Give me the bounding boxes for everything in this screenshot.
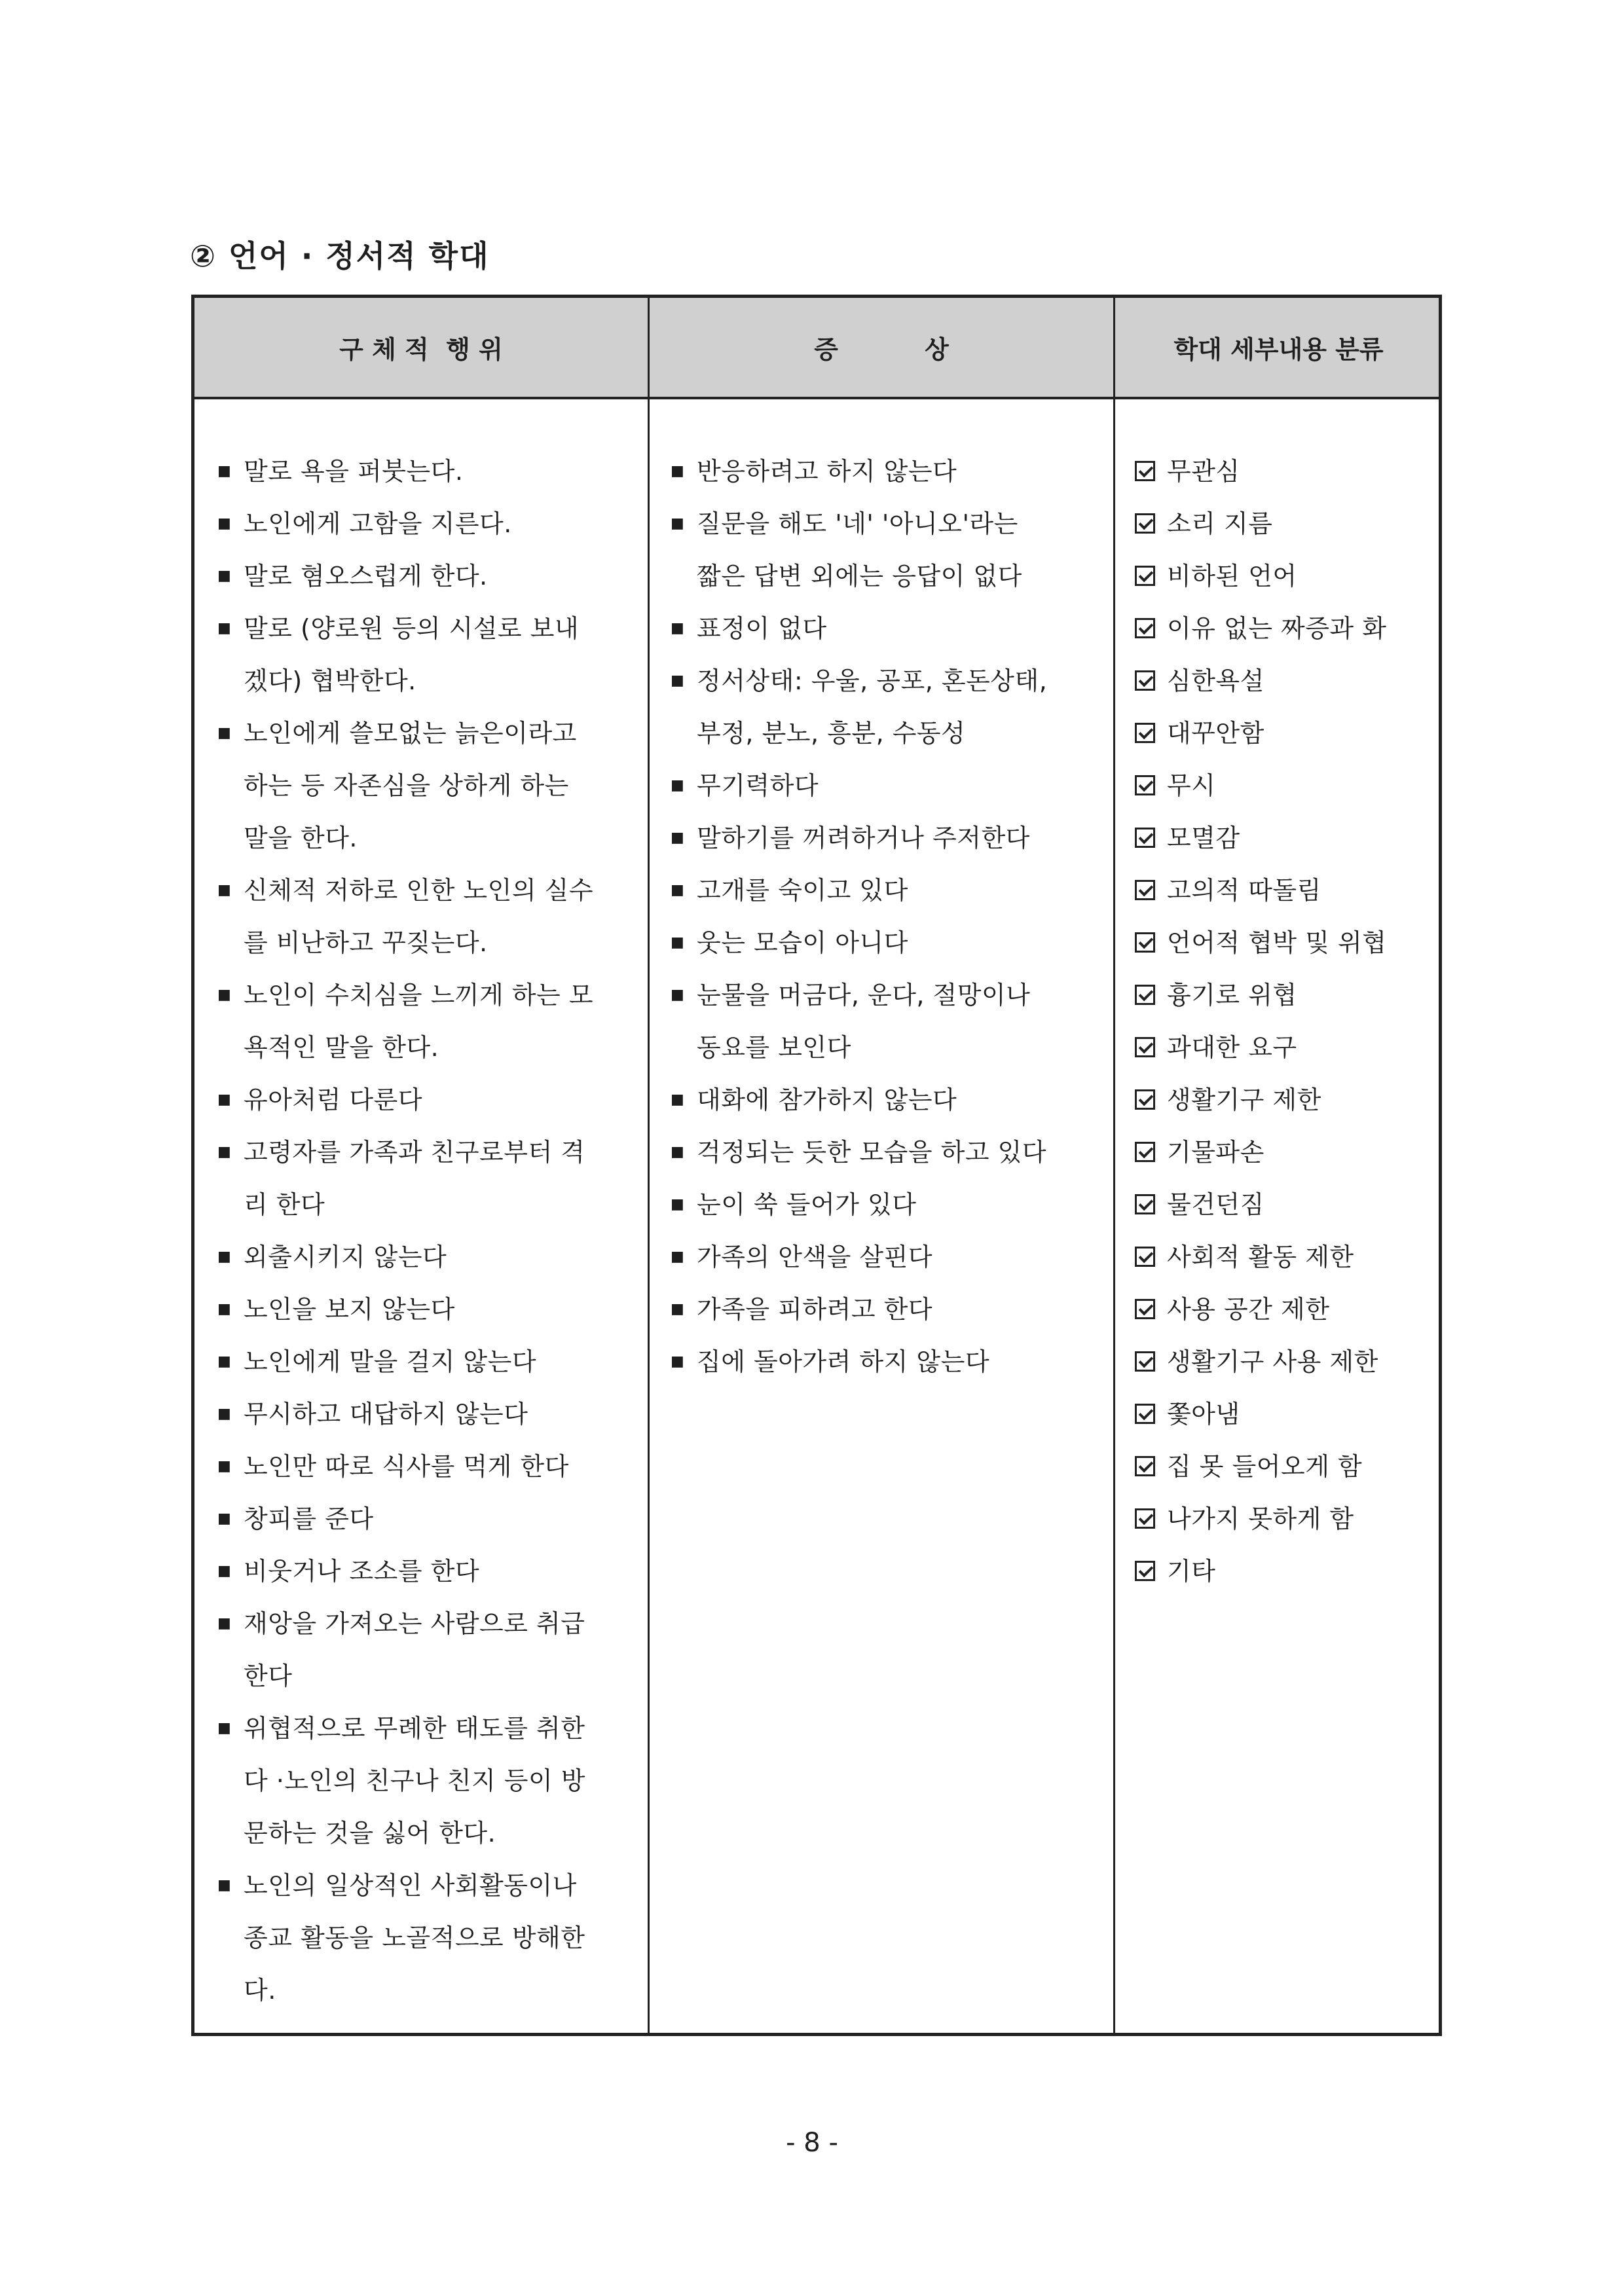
- bullet-icon: ■: [217, 1719, 232, 1736]
- checked-box-icon: [1135, 1089, 1155, 1110]
- category-item: [1132, 1388, 1433, 1440]
- symptom-item-text: 집에 돌아가려 하지 않는다: [697, 1347, 990, 1376]
- symptom-item-text: 말하기를 꺼려하거나 주저한다: [697, 824, 1030, 852]
- category-item: [1132, 445, 1433, 498]
- category-text: 생활기구 사용 제한: [1167, 1347, 1378, 1376]
- checked-box-icon: [1135, 775, 1155, 795]
- behavior-item: [217, 1440, 637, 1493]
- category-text: 생활기구 제한: [1167, 1085, 1321, 1114]
- table-header: [194, 298, 1439, 399]
- behavior-item: [217, 1178, 637, 1231]
- bullet-icon: ■: [671, 986, 685, 1003]
- bullet-icon: ■: [217, 724, 232, 741]
- behavior-item-text: 유아처럼 다룬다: [244, 1085, 423, 1114]
- bullet-icon: ■: [671, 1195, 685, 1212]
- category-item: [1132, 1440, 1433, 1493]
- symptom-item-text: 웃는 모습이 아니다: [697, 928, 908, 957]
- category-text: 대꾸안함: [1167, 719, 1264, 748]
- bullet-icon: ■: [217, 515, 232, 532]
- bullet-icon: ■: [671, 881, 685, 898]
- behavior-item-text: 노인을 보지 않는다: [244, 1295, 455, 1324]
- checked-box-icon: [1135, 566, 1155, 586]
- bullet-icon: ■: [217, 1143, 232, 1160]
- behavior-item: [217, 1597, 637, 1650]
- symptom-item: [671, 1178, 1103, 1231]
- behavior-item: [217, 1336, 637, 1388]
- category-item: [1132, 969, 1433, 1021]
- behavior-item: [217, 1964, 637, 2016]
- bullet-icon: ■: [671, 619, 685, 636]
- category-text: 고의적 따돌림: [1167, 876, 1321, 905]
- symptom-item-text: 짧은 답변 외에는 응답이 없다: [697, 562, 1022, 591]
- abuse-table: [191, 295, 1442, 2036]
- category-item: [1132, 1126, 1433, 1178]
- bullet-icon: ■: [671, 462, 685, 479]
- bullet-icon: ■: [671, 1248, 685, 1265]
- category-text: 언어적 협박 및 위협: [1167, 928, 1387, 957]
- behavior-item: [217, 602, 637, 655]
- behavior-item: [217, 864, 637, 917]
- category-item: [1132, 550, 1433, 602]
- category-text: 비하된 언어: [1167, 562, 1297, 591]
- category-text: 무시: [1167, 771, 1216, 800]
- bullet-icon: ■: [217, 1510, 232, 1527]
- bullet-icon: ■: [671, 672, 685, 689]
- behavior-item-text: 말로 (양로원 등의 시설로 보내: [244, 614, 580, 643]
- category-item: [1132, 1545, 1433, 1597]
- category-text: 쫓아냄: [1167, 1400, 1240, 1429]
- checked-box-icon: [1135, 828, 1155, 848]
- category-text: 이유 없는 짜증과 화: [1167, 614, 1387, 643]
- behavior-item-text: 욕적인 말을 한다.: [244, 1033, 439, 1062]
- behavior-item-text: 비웃거나 조소를 한다: [244, 1557, 480, 1586]
- bullet-icon: ■: [217, 1300, 232, 1317]
- bullet-icon: ■: [671, 829, 685, 846]
- symptom-item-text: 대화에 참가하지 않는다: [697, 1085, 957, 1114]
- category-text: 물건던짐: [1167, 1190, 1264, 1219]
- bullet-icon: ■: [671, 515, 685, 532]
- category-item: [1132, 917, 1433, 969]
- symptom-item: [671, 498, 1103, 550]
- symptom-item: [671, 445, 1103, 498]
- behavior-item: [217, 1545, 637, 1597]
- category-item: [1132, 707, 1433, 759]
- bullet-icon: ■: [671, 1300, 685, 1317]
- category-item: [1132, 812, 1433, 864]
- symptom-item-text: 질문을 해도 '네' '아니오'라는: [697, 509, 1018, 538]
- category-text: 모멸감: [1167, 824, 1240, 852]
- bullet-icon: ■: [217, 1876, 232, 1893]
- behavior-item: [217, 1493, 637, 1545]
- symptom-item: [671, 655, 1103, 707]
- checked-box-icon: [1135, 1194, 1155, 1214]
- checked-box-icon: [1135, 1404, 1155, 1424]
- behavior-item: [217, 550, 637, 602]
- symptom-item-text: 눈물을 머금다, 운다, 절망이나: [697, 981, 1031, 1010]
- behavior-item: [217, 1807, 637, 1859]
- checked-box-icon: [1135, 513, 1155, 534]
- category-item: [1132, 1021, 1433, 1074]
- column-divider: [1113, 298, 1115, 2033]
- behavior-item: [217, 1231, 637, 1283]
- behavior-item: [217, 498, 637, 550]
- symptom-item-text: 고개를 숙이고 있다: [697, 876, 908, 905]
- behavior-item: [217, 917, 637, 969]
- behavior-item-text: 종교 활동을 노골적으로 방해한: [244, 1923, 585, 1952]
- behavior-item-text: 무시하고 대답하지 않는다: [244, 1400, 528, 1429]
- behavior-item-text: 노인에게 쓸모없는 늙은이라고: [244, 719, 577, 748]
- checked-box-icon: [1135, 880, 1155, 900]
- category-item: [1132, 602, 1433, 655]
- behavior-item: [217, 1021, 637, 1074]
- symptom-item-text: 걱정되는 듯한 모습을 하고 있다: [697, 1138, 1047, 1167]
- bullet-icon: ■: [671, 1353, 685, 1370]
- behavior-item-text: 말로 혐오스럽게 한다.: [244, 562, 488, 591]
- symptom-item: [671, 1231, 1103, 1283]
- bullet-icon: ■: [217, 1353, 232, 1370]
- behavior-item: [217, 1912, 637, 1964]
- symptom-item: [671, 759, 1103, 812]
- checked-box-icon: [1135, 1561, 1155, 1581]
- behavior-item: [217, 1859, 637, 1912]
- behavior-item-text: 창피를 준다: [244, 1504, 374, 1533]
- behavior-item-text: 위협적으로 무례한 태도를 취한: [244, 1714, 585, 1743]
- behavior-item: [217, 655, 637, 707]
- bullet-icon: ■: [671, 934, 685, 951]
- symptom-item-text: 동요를 보인다: [697, 1033, 851, 1062]
- behavior-item: [217, 812, 637, 864]
- category-text: 기타: [1167, 1557, 1216, 1586]
- symptom-item: [671, 917, 1103, 969]
- behavior-item-text: 하는 등 자존심을 상하게 하는: [244, 771, 569, 800]
- symptom-item: [671, 1283, 1103, 1336]
- bullet-icon: ■: [671, 1091, 685, 1108]
- behavior-item: [217, 1650, 637, 1702]
- symptom-item: [671, 602, 1103, 655]
- behavior-item-text: 를 비난하고 꾸짖는다.: [244, 928, 488, 957]
- symptom-item-text: 가족을 피하려고 한다: [697, 1295, 933, 1324]
- behavior-item: [217, 445, 637, 498]
- symptom-item: [671, 550, 1103, 602]
- symptom-item: [671, 1021, 1103, 1074]
- category-item: [1132, 864, 1433, 917]
- category-item: [1132, 1283, 1433, 1336]
- header-symptom: 증 상: [814, 335, 949, 364]
- checked-box-icon: [1135, 1508, 1155, 1529]
- symptom-item: [671, 1074, 1103, 1126]
- bullet-icon: ■: [217, 881, 232, 898]
- checked-box-icon: [1135, 1142, 1155, 1162]
- categories-column: [1132, 445, 1433, 1597]
- behavior-item: [217, 759, 637, 812]
- category-text: 기물파손: [1167, 1138, 1264, 1167]
- behavior-item-text: 신체적 저하로 인한 노인의 실수: [244, 876, 594, 905]
- category-text: 흉기로 위협: [1167, 981, 1297, 1010]
- symptom-item-text: 무기력하다: [697, 771, 819, 800]
- category-item: [1132, 759, 1433, 812]
- bullet-icon: ■: [217, 1562, 232, 1579]
- symptom-item: [671, 1126, 1103, 1178]
- category-item: [1132, 655, 1433, 707]
- bullet-icon: ■: [217, 986, 232, 1003]
- header-category: 학대 세부내용 분류: [1173, 335, 1384, 364]
- symptom-item: [671, 707, 1103, 759]
- category-item: [1132, 1231, 1433, 1283]
- behavior-item-text: 문하는 것을 싫어 한다.: [244, 1819, 496, 1848]
- behavior-item-text: 다 ·노인의 친구나 친지 등이 방: [244, 1766, 585, 1795]
- bullet-icon: ■: [217, 1614, 232, 1631]
- category-text: 무관심: [1167, 457, 1240, 486]
- checked-box-icon: [1135, 1299, 1155, 1319]
- checked-box-icon: [1135, 461, 1155, 481]
- checked-box-icon: [1135, 723, 1155, 743]
- symptom-item: [671, 864, 1103, 917]
- symptom-item-text: 반응하려고 하지 않는다: [697, 457, 957, 486]
- behavior-item-text: 재앙을 가져오는 사람으로 취급: [244, 1609, 585, 1638]
- symptom-item-text: 눈이 쑥 들어가 있다: [697, 1190, 917, 1219]
- symptom-item: [671, 812, 1103, 864]
- behavior-item: [217, 969, 637, 1021]
- behavior-item: [217, 1702, 637, 1755]
- bullet-icon: ■: [217, 567, 232, 584]
- behavior-item-text: 고령자를 가족과 친구로부터 격: [244, 1138, 585, 1167]
- symptom-item-text: 가족의 안색을 살핀다: [697, 1243, 933, 1271]
- behavior-item-text: 한다: [244, 1662, 293, 1690]
- checked-box-icon: [1135, 1247, 1155, 1267]
- bullet-icon: ■: [217, 1091, 232, 1108]
- behavior-item-text: 노인의 일상적인 사회활동이나: [244, 1871, 577, 1900]
- checked-box-icon: [1135, 1037, 1155, 1057]
- behavior-item-text: 노인만 따로 식사를 먹게 한다: [244, 1452, 569, 1481]
- category-item: [1132, 1493, 1433, 1545]
- behavior-item-text: 다.: [244, 1976, 276, 2005]
- page-number: - 8 -: [786, 2128, 838, 2158]
- bullet-icon: ■: [217, 1248, 232, 1265]
- category-text: 나가지 못하게 함: [1167, 1504, 1354, 1533]
- bullet-icon: ■: [671, 776, 685, 793]
- behaviors-column: [217, 445, 637, 2016]
- behavior-item: [217, 1126, 637, 1178]
- symptom-item: [671, 969, 1103, 1021]
- behavior-item: [217, 1074, 637, 1126]
- symptom-item-text: 부정, 분노, 흥분, 수동성: [697, 719, 966, 748]
- category-item: [1132, 1178, 1433, 1231]
- checked-box-icon: [1135, 1456, 1155, 1476]
- checked-box-icon: [1135, 670, 1155, 691]
- bullet-icon: ■: [217, 462, 232, 479]
- behavior-item-text: 리 한다: [244, 1190, 325, 1219]
- category-text: 사회적 활동 제한: [1167, 1243, 1354, 1271]
- behavior-item-text: 노인에게 말을 걸지 않는다: [244, 1347, 537, 1376]
- symptom-item: [671, 1336, 1103, 1388]
- symptom-item-text: 정서상태: 우울, 공포, 혼돈상태,: [697, 666, 1048, 695]
- behavior-item-text: 노인에게 고함을 지른다.: [244, 509, 512, 538]
- behavior-item-text: 말로 욕을 퍼붓는다.: [244, 457, 464, 486]
- category-item: [1132, 1074, 1433, 1126]
- checked-box-icon: [1135, 1351, 1155, 1372]
- bullet-icon: ■: [217, 1457, 232, 1474]
- category-item: [1132, 1336, 1433, 1388]
- behavior-item: [217, 1388, 637, 1440]
- column-divider: [648, 298, 650, 2033]
- category-text: 소리 지름: [1167, 509, 1273, 538]
- bullet-icon: ■: [217, 619, 232, 636]
- behavior-item: [217, 707, 637, 759]
- header-behavior: 구 체 적 행 위: [339, 335, 503, 364]
- category-text: 과대한 요구: [1167, 1033, 1297, 1062]
- section-title: ② 언어 · 정서적 학대: [190, 238, 490, 274]
- behavior-item-text: 말을 한다.: [244, 824, 358, 852]
- symptom-item-text: 표정이 없다: [697, 614, 827, 643]
- checked-box-icon: [1135, 932, 1155, 953]
- bullet-icon: ■: [217, 1405, 232, 1422]
- category-item: [1132, 498, 1433, 550]
- bullet-icon: ■: [671, 1143, 685, 1160]
- symptoms-column: [671, 445, 1103, 1388]
- checked-box-icon: [1135, 618, 1155, 638]
- behavior-item-text: 겠다) 협박한다.: [244, 666, 416, 695]
- behavior-item-text: 외출시키지 않는다: [244, 1243, 447, 1271]
- behavior-item-text: 노인이 수치심을 느끼게 하는 모: [244, 981, 594, 1010]
- checked-box-icon: [1135, 985, 1155, 1005]
- category-text: 사용 공간 제한: [1167, 1295, 1330, 1324]
- category-text: 심한욕설: [1167, 666, 1264, 695]
- category-text: 집 못 들어오게 함: [1167, 1452, 1363, 1481]
- behavior-item: [217, 1283, 637, 1336]
- behavior-item: [217, 1755, 637, 1807]
